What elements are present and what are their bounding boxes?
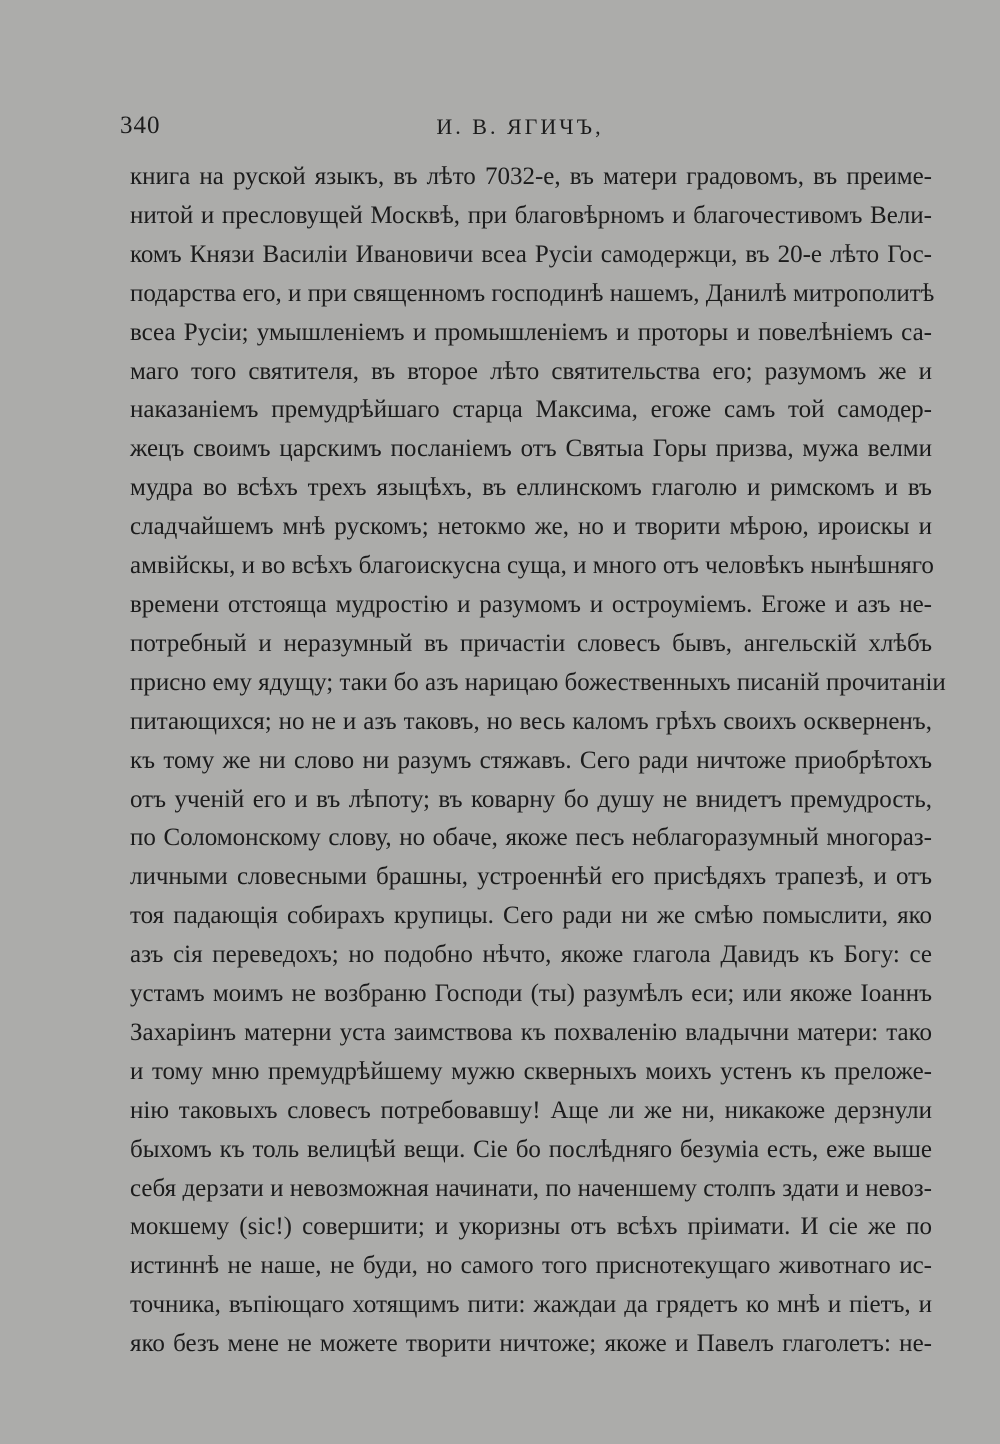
text-line: себя дерзати и невозможная начинати, по наченшему столпъ здати и невоз- [130, 1174, 932, 1202]
text-line: азъ сiя переведохъ; но подобно нѣчто, якоже глагола Давидъ къ Богу: се [130, 941, 932, 969]
text-line: нiю таковыхъ словесъ потребовавшу! Аще ли же ни, никакоже дерзнули [130, 1096, 932, 1124]
text-line: мокшему (sic!) совершити; и укоризны отъ всѣхъ прiимати. И сiе же по [130, 1213, 932, 1241]
text-line: истиннѣ не наше, не буди, но самого того приснотекущаго животнаго ис- [130, 1252, 932, 1280]
text-line: по Соломонскому слову, но обаче, якоже песъ неблагоразумный многораз- [130, 824, 932, 852]
text-line: подарства его, и при священномъ господинѣ нашемъ, Данилѣ митрополитѣ [130, 279, 935, 307]
text-line: жецъ своимъ царскимъ посланiемъ отъ Святыа Горы призва, мужа велми [130, 435, 932, 463]
text-line: устамъ моимъ не возбраню Господи (ты) разумѣлъ еси; или якоже Iоаннъ [130, 980, 932, 1008]
text-line: присно ему ядущу; таки бо азъ нарицаю божественныхъ писанiй прочитанiи [130, 668, 946, 696]
text-line: и тому мню премудрѣйшему мужю скверныхъ моихъ устенъ къ преложе- [130, 1057, 932, 1085]
text-line: точника, въпiющаго хотящимъ пити: жаждаи да грядетъ ко мнѣ и пiетъ, и [130, 1291, 932, 1319]
text-line: питающихся; но не и азъ таковъ, но весь каломъ грѣхъ своихъ оскверненъ, [130, 707, 932, 735]
body-text [130, 158, 946, 1364]
page-number: 340 [120, 112, 161, 139]
text-line: потребный и неразумный въ причастiи словесъ бывъ, ангельскiй хлѣбъ [130, 629, 932, 657]
text-line: къ тому же ни слово ни разумъ стяжавъ. Сего ради ничтоже приобрѣтохъ [130, 746, 932, 774]
text-line: быхомъ къ толь велицѣй вещи. Сiе бо послѣдняго безумiа есть, еже выше [130, 1135, 932, 1163]
text-line: всеа Русiи; умышленiемъ и промышленiемъ и проторы и повелѣнiемъ са- [130, 318, 932, 346]
text-line: яко безъ мене не можете творити ничтоже; якоже и Павелъ глаголетъ: не- [130, 1330, 932, 1358]
running-head: И. В. ЯГИЧЪ, [436, 114, 604, 139]
text-line: комъ Князи Василiи Ивановичи всеа Русiи самодержци, въ 20-е лѣто Гос- [130, 240, 932, 268]
text-line: книга на руской языкъ, въ лѣто 7032-е, въ матери градовомъ, въ преиме- [130, 163, 932, 190]
text-line: нитой и пресловущей Москвѣ, при благовѣрномъ и благочестивомъ Вели- [130, 201, 932, 229]
text-line: Захарiинъ матерни уста заимствова къ похваленiю владычни матери: тако [130, 1018, 932, 1046]
text-line: маго того святителя, въ второе лѣто святительства его; разумомъ же и [130, 357, 932, 385]
text-line: мудра во всѣхъ трехъ языцѣхъ, въ еллинскомъ глаголю и римскомъ и въ [130, 474, 932, 502]
text-line: тоя падающiя собирахъ крупицы. Сего ради ни же смѣю помыслити, яко [130, 902, 932, 930]
text-line: наказанiемъ премудрѣйшаго старца Максима, егоже самъ той самодер- [130, 396, 932, 424]
text-line: времени отстояща мудростiю и разумомъ и остроумiемъ. Егоже и азъ не- [130, 590, 932, 618]
text-line: личными словесными брашны, устроеннѣй его присѣдяхъ трапезѣ, и отъ [130, 863, 932, 891]
text-line: амвiйскы, и во всѣхъ благоискусна суща, и много отъ человѣкъ нынѣшняго [130, 552, 934, 580]
text-line: отъ ученiй его и въ лѣпоту; въ коварну бо душу не внидетъ премудрость, [130, 785, 932, 813]
text-line: сладчайшемъ мнѣ рускомъ; нетокмо же, но и творити мѣрою, ироискы и [130, 513, 932, 541]
